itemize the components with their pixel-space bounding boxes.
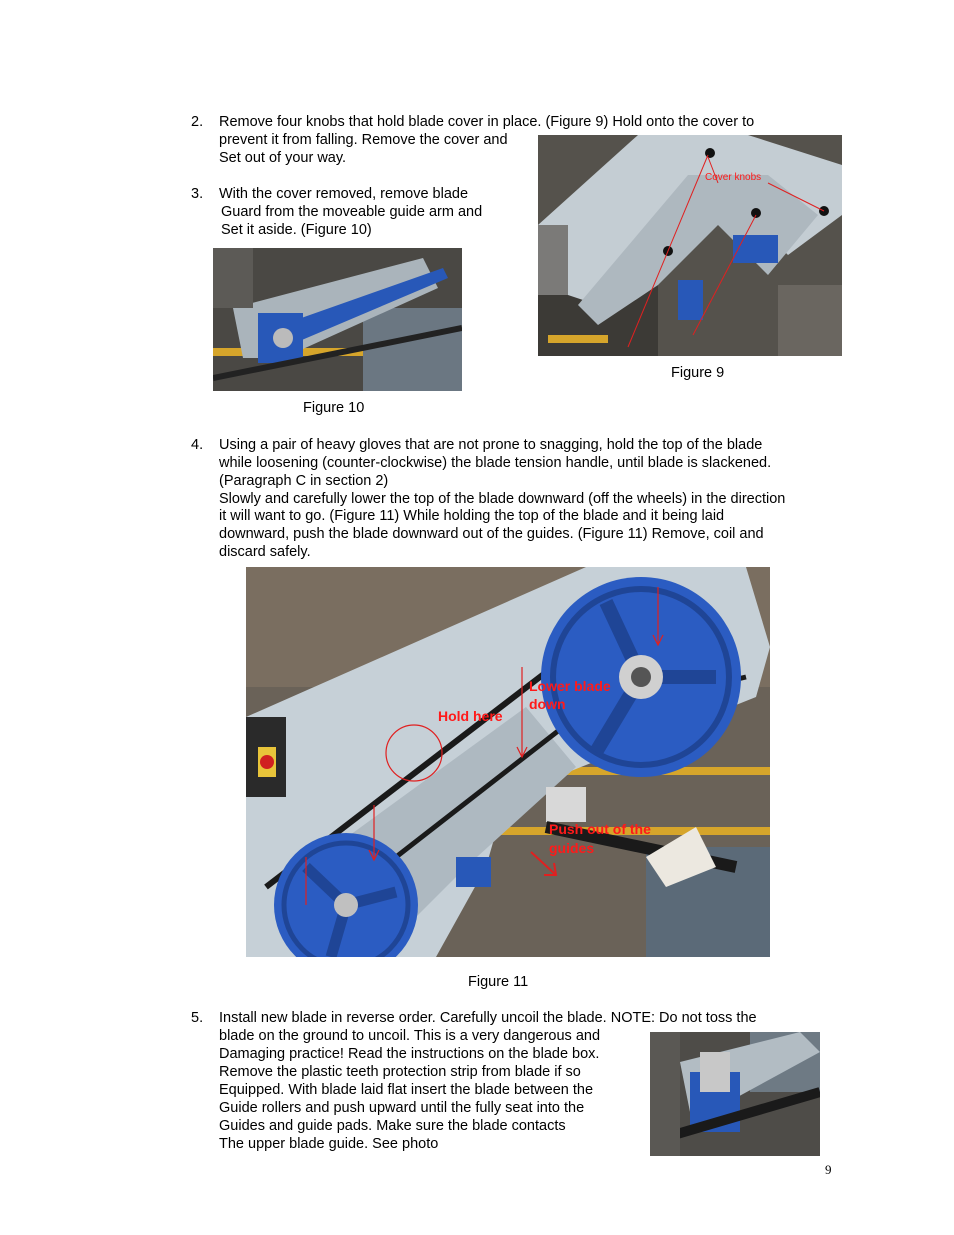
figure-10-caption: Figure 10: [303, 400, 365, 416]
step-text-line: Damaging practice! Read the instructions on the blade box.: [219, 1046, 600, 1062]
step-text-line: downward, push the blade downward out of the guides. (Figure 11) Remove, coil and: [219, 526, 764, 542]
figure-9-caption: Figure 9: [671, 365, 725, 381]
step-text-line: Set it aside. (Figure 10): [221, 222, 372, 238]
page-number: 9: [825, 1162, 832, 1177]
step-text-line: it will want to go. (Figure 11) While holding the top of the blade and it being laid: [219, 508, 725, 524]
step-text-line: Install new blade in reverse order. Carefully uncoil the blade. NOTE: Do not toss the: [219, 1010, 757, 1026]
cover-knobs-label: Cover knobs: [705, 172, 762, 183]
figure-9-photo: [538, 135, 842, 356]
step-text-line: Remove four knobs that hold blade cover in place. (Figure 9) Hold onto the cover to: [219, 114, 755, 130]
step-text-line: Equipped. With blade laid flat insert the blade between the: [219, 1082, 594, 1098]
step-text-line: Guard from the moveable guide arm and: [221, 204, 483, 220]
step-number: 3.: [191, 186, 204, 202]
step-number: 4.: [191, 437, 204, 453]
step-text-line: Using a pair of heavy gloves that are not prone to snagging, hold the top of the blade: [219, 437, 763, 453]
step-text-line: discard safely.: [219, 544, 311, 560]
step-text-line: The upper blade guide. See photo: [219, 1136, 439, 1152]
lower-blade-label-2: down: [529, 696, 566, 712]
step-text-line: Set out of your way.: [219, 150, 347, 166]
hold-here-label: Hold here: [438, 708, 503, 724]
step-text-line: Slowly and carefully lower the top of the blade downward (off the wheels) in the direction: [219, 491, 786, 507]
upper-blade-guide-photo: [650, 1032, 820, 1156]
step-text-line: blade on the ground to uncoil. This is a very dangerous and: [219, 1028, 601, 1044]
step-text-line: Guide rollers and push upward until the fully seat into the: [219, 1100, 585, 1116]
lower-blade-label: Lower blade: [529, 678, 611, 694]
step-text-line: (Paragraph C in section 2): [219, 473, 389, 489]
step-text-line: Remove the plastic teeth protection strip from blade if so: [219, 1064, 581, 1080]
figure-11-caption: Figure 11: [468, 974, 529, 990]
step-text-line: With the cover removed, remove blade: [219, 186, 469, 202]
step-number: 2.: [191, 114, 204, 130]
step-text-line: while loosening (counter-clockwise) the blade tension handle, until blade is slackened.: [219, 455, 772, 471]
push-out-label: Push out of the: [549, 821, 651, 837]
step-text-line: prevent it from falling. Remove the cover and: [219, 132, 508, 148]
figure-11-photo: [246, 567, 770, 957]
step-text-line: Guides and guide pads. Make sure the blade contacts: [219, 1118, 566, 1134]
step-number: 5.: [191, 1010, 204, 1026]
figure-10-photo: [213, 248, 462, 391]
push-out-label-2: guides: [549, 840, 595, 856]
